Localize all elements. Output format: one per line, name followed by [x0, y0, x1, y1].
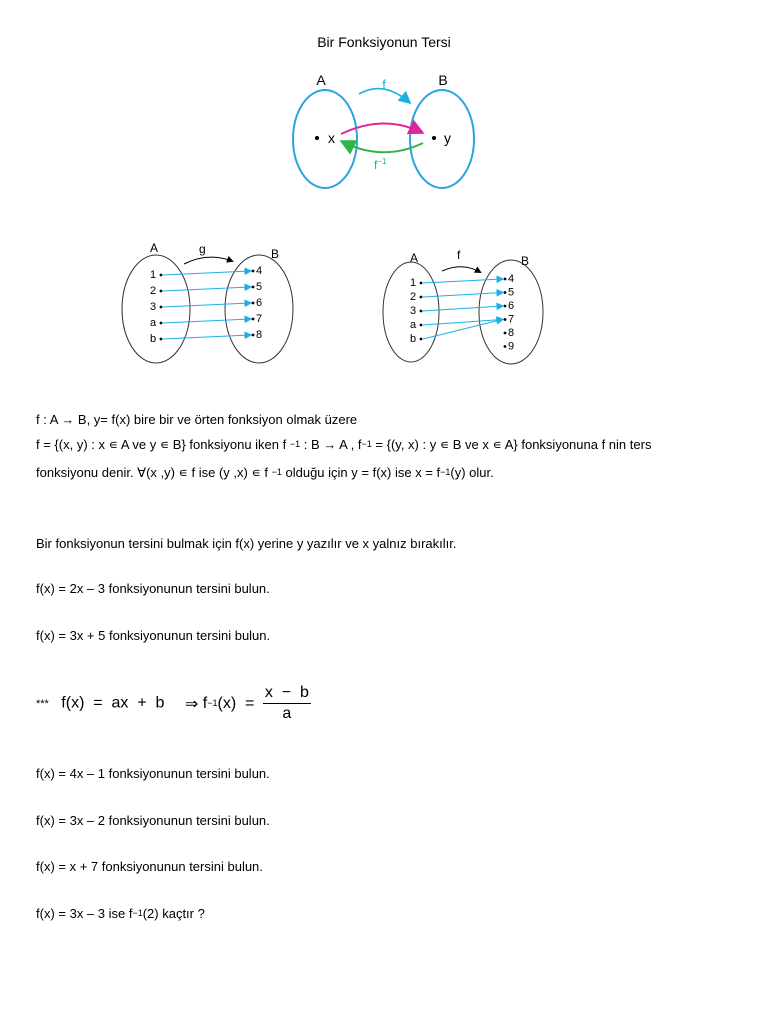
g-domain-element: 2 — [150, 285, 157, 297]
f-range-point — [504, 305, 507, 308]
f-domain-point — [420, 296, 423, 299]
g-range-element: 6 — [256, 297, 263, 309]
f-range-point — [504, 291, 507, 294]
formula-finv: $f^{-1}(x)$ = — [202, 694, 255, 712]
f-function-label: f — [457, 248, 461, 262]
f-range-point — [504, 278, 507, 281]
g-domain-element: 1 — [150, 269, 157, 281]
definition-line-3: fonksiyonu denir. ∀(x ,y) ∊ f ise (y ,x) ∊ f $^{-1}$ olduğu için y = f(x) ise $x = f^{-1}(y)$ olur. — [36, 465, 494, 480]
question-3: f(x) = 4x – 1 fonksiyonunun tersini bulun. — [36, 766, 270, 781]
question-2: f(x) = 3x + 5 fonksiyonunun tersini bulun. — [36, 628, 271, 643]
question-6: f(x) = 3x – 3 ise $f^{-1}(2)$ kaçtır ? — [36, 906, 205, 921]
formula-lhs: f(x) = ax + b — [61, 694, 165, 712]
g-range-point — [252, 270, 255, 273]
f-domain-point — [420, 282, 423, 285]
g-domain-point — [160, 306, 163, 309]
f-range-point — [504, 345, 507, 348]
g-range-element: 5 — [256, 281, 263, 293]
x-point — [315, 136, 319, 140]
f-domain-element: 2 — [410, 291, 417, 303]
f-domain-point — [420, 310, 423, 313]
g-function-arrow — [184, 257, 232, 264]
y-label: y — [444, 130, 451, 146]
f-range-point — [504, 332, 507, 335]
f-range-element: 6 — [508, 300, 515, 312]
g-range-point — [252, 318, 255, 321]
page-title: Bir Fonksiyonun Tersi — [317, 34, 451, 50]
f-range-element: 4 — [508, 273, 515, 285]
f-domain-element: a — [410, 319, 417, 331]
g-mapping-arrow — [163, 303, 250, 307]
g-range-element: 4 — [256, 265, 263, 277]
question-5: f(x) = x + 7 fonksiyonunun tersini bulun. — [36, 859, 263, 874]
question-4: f(x) = 3x – 2 fonksiyonunun tersini bulun. — [36, 813, 270, 828]
function-f-diagram — [374, 246, 554, 368]
f-mapping-arrow — [423, 293, 502, 298]
g-range-point — [252, 286, 255, 289]
x-label: x — [328, 130, 335, 146]
f-set-a-label: A — [410, 251, 419, 265]
question-1: f(x) = 2x – 3 fonksiyonunun tersini bulun. — [36, 581, 270, 596]
f-set-b-label: B — [521, 254, 530, 268]
set-b-label: B — [438, 72, 448, 88]
f-mapping-arrow — [341, 123, 421, 134]
g-range-point — [252, 302, 255, 305]
g-domain-point — [160, 274, 163, 277]
f-range-element: 9 — [508, 340, 515, 353]
g-set-a-label: A — [150, 241, 159, 255]
f-range-element: 7 — [508, 313, 515, 326]
f-mapping-arrow — [423, 279, 502, 283]
set-a-label: A — [316, 72, 326, 88]
g-mapping-arrow — [163, 335, 250, 339]
f-mapping-arrow — [423, 306, 502, 311]
f-domain-point — [420, 338, 423, 341]
y-point — [432, 136, 436, 140]
f-domain-element: b — [410, 333, 417, 345]
formula-stars: *** — [36, 697, 49, 710]
set-b-ellipse — [410, 90, 474, 188]
g-range-point — [252, 334, 255, 337]
inverse-function-diagram — [285, 68, 485, 196]
formula-arrow: ⇒ — [184, 695, 199, 713]
g-range-element: 8 — [256, 329, 263, 341]
g-mapping-arrow — [163, 319, 250, 323]
definition-line-2: f = {(x, y) : x ∊ A ve y ∊ B} fonksiyonu iken f $^{-1}$ : B → A , $f^{-1} = \{(y$, x) : y ∊ B ve x ∊ A} fonksiyonuna f nin ters — [36, 437, 652, 452]
method-text: Bir fonksiyonun tersini bulmak için f(x) yerine y yazılır ve x yalnız bırakılır. — [36, 536, 457, 551]
g-mapping-arrow — [163, 287, 250, 291]
f-inverse-label: $f^{-1}$ — [374, 157, 387, 172]
f-domain-element: 3 — [410, 305, 417, 317]
g-set-b-label: B — [271, 247, 280, 261]
formula-fraction — [263, 684, 311, 723]
g-domain-point — [160, 290, 163, 293]
f-domain-element: 1 — [410, 277, 417, 289]
inverse-formula — [36, 684, 311, 723]
g-domain-point — [160, 322, 163, 325]
g-range-element: 7 — [256, 313, 263, 325]
formula-numerator: x − b — [263, 684, 311, 704]
f-range-point — [504, 318, 507, 321]
set-a-ellipse — [293, 90, 357, 188]
f-range-element: 5 — [508, 286, 515, 299]
g-domain-element: 3 — [150, 301, 157, 313]
f-domain-point — [420, 324, 423, 327]
g-mapping-arrow — [163, 271, 250, 275]
function-g-diagram — [110, 236, 310, 366]
f-function-arrow — [442, 267, 480, 272]
g-function-label: g — [199, 242, 206, 256]
g-domain-element: a — [150, 317, 157, 329]
f-range-element: 8 — [508, 327, 515, 339]
top-f-label: f — [382, 77, 386, 92]
formula-denominator: a — [282, 705, 292, 722]
g-domain-element: b — [150, 333, 157, 345]
definition-line-1: f : A → B, y= f(x) bire bir ve örten fonksiyon olmak üzere — [36, 412, 358, 427]
g-domain-point — [160, 338, 163, 341]
